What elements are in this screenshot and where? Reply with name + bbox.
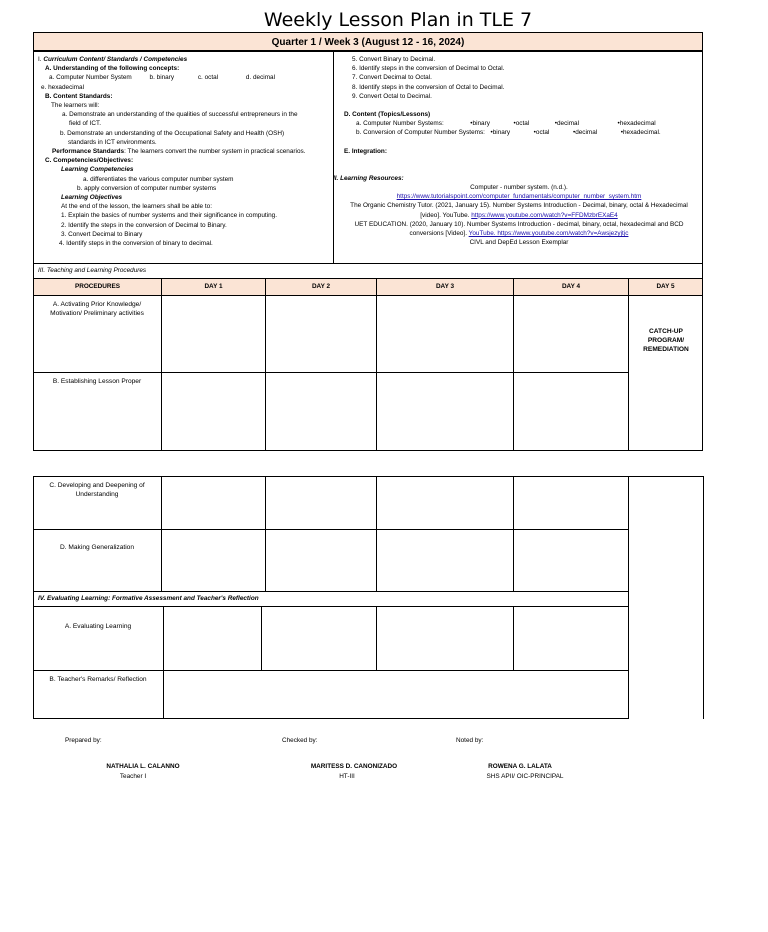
objective-item: 3. Convert Decimal to Binary: [61, 230, 143, 238]
performance-label: Performance Standards: [52, 148, 125, 156]
understanding-heading: A. Understanding of the following concepts:: [45, 65, 180, 73]
resource-1: Computer - number system. (n.d.).: [470, 184, 568, 192]
noted-name: ROWENA G. LALATA: [488, 763, 552, 770]
content-topic-b: b. Conversion of Computer Number Systems: •binary •octal •decimal •hexadecimal.: [356, 129, 661, 137]
document-title: Weekly Lesson Plan in TLE 7: [263, 9, 533, 31]
col-header-day2: DAY 2: [266, 279, 376, 295]
standard-b-line2: standards in ICT environments.: [68, 138, 157, 146]
col-header-day3: DAY 3: [377, 279, 513, 295]
objective-item: 9. Convert Octal to Decimal.: [352, 92, 432, 100]
teacher-remarks-row: B. Teacher's Remarks/ Reflection: [49, 676, 147, 683]
procedure-row-b: B. Establishing Lesson Proper: [52, 378, 142, 385]
checked-by-label: Checked by:: [282, 737, 318, 744]
resource-4: CIVL and DepEd Lesson Exemplar: [469, 239, 569, 247]
content-topics-heading: D. Content (Topics/Lessons): [344, 111, 431, 119]
concept-item: b. binary: [149, 74, 175, 82]
evaluating-heading: IV. Evaluating Learning: Formative Assessment and Teacher's Reflection: [38, 595, 259, 602]
standard-b-line1: b. Demonstrate an understanding of the Occupational Safety and Health (OSH): [60, 129, 285, 137]
resource-1-link[interactable]: https://www.tutorialspoint.com/computer_fundamentals/computer_number_system.htm: [396, 193, 642, 201]
content-standards-heading: B. Content Standards:: [45, 92, 113, 100]
col-header-day5: DAY 5: [629, 279, 702, 295]
noted-by-label: Noted by:: [456, 737, 484, 744]
prepared-role: Teacher I: [119, 773, 147, 780]
curriculum-heading: Curriculum Content/ Standards / Competencies: [43, 56, 188, 63]
objective-item: 4. Identify steps in the conversion of binary to decimal.: [59, 240, 213, 248]
objective-item: 5. Convert Binary to Decimal.: [352, 56, 436, 63]
topic-item: binary: [492, 129, 511, 137]
resource-2: The Organic Chemistry Tutor. (2021, January 15). Number Systems Introduction - Decimal, binary, octal & Hexadecimal: [350, 202, 688, 210]
competencies-heading: C. Competencies/Objectives:: [45, 157, 134, 165]
col-header-day4: DAY 4: [514, 279, 628, 295]
performance-text: : The learners convert the number system in practical scenarios.: [124, 148, 306, 156]
topic-label: b. Conversion of Computer Number Systems:: [356, 129, 485, 137]
concept-list: [38, 73, 330, 82]
topic-label: a. Computer Number Systems:: [356, 120, 444, 128]
content-standards-intro: The learners will:: [51, 102, 100, 110]
objective-item: 7. Convert Decimal to Octal.: [352, 74, 432, 82]
learning-objectives-intro: At the end of the lesson, the learners shall be able to:: [61, 203, 212, 211]
topic-item: octal: [515, 120, 530, 128]
resource-3-source: conversions [Video].: [409, 230, 467, 238]
checked-name: MARITESS D. CANONIZADO: [310, 763, 398, 770]
standard-a-line2: field of ICT.: [69, 120, 101, 128]
col-header-procedures: PROCEDURES: [34, 279, 161, 295]
resource-2-link[interactable]: https://www.youtube.com/watch?v=FFDMzbrEXaE4: [471, 211, 618, 219]
curriculum-left: [38, 55, 330, 248]
objective-item: 6. Identify steps in the conversion of Decimal to Octal.: [352, 65, 505, 73]
concept-item: e. hexadecimal: [41, 83, 84, 91]
quarter-banner: Quarter 1 / Week 3 (August 12 - 16, 2024): [33, 32, 703, 51]
learning-resources-heading: II. Learning Resources:: [333, 174, 404, 182]
topic-item: decimal: [556, 120, 580, 128]
procedure-row-c: C. Developing and Deepening of Understanding: [49, 482, 145, 498]
performance-standards: [38, 147, 330, 156]
standard-a-line1: a. Demonstrate an understanding of the qualities of successful entrepreneurs in the: [62, 111, 298, 119]
procedures-heading: III. Teaching and Learning Procedures: [38, 267, 147, 274]
prepared-by-label: Prepared by:: [65, 737, 102, 744]
objective-item: 2. Identify the steps in the conversion of Decimal to Binary.: [61, 221, 227, 229]
competency-item: b. apply conversion of computer number systems: [77, 184, 217, 192]
content-topic-a: a. Computer Number Systems: •binary •octal •decimal •hexadecimal: [356, 120, 656, 128]
curriculum-divider: [333, 51, 334, 264]
integration-heading: E. Integration:: [344, 147, 387, 155]
checked-role: HT-III: [339, 773, 355, 780]
prepared-name: NATHALIA L. CALANNO: [106, 763, 180, 770]
topic-item: hexadecimal: [619, 120, 656, 128]
concept-item: c. octal: [197, 74, 219, 82]
concept-item: a. Computer Number System: [49, 74, 132, 82]
resource-3: UET EDUCATION. (2020, January 10). Number Systems Introduction - decimal, binary, octal, hexadecimal and BCD: [354, 220, 684, 228]
resource-3-link[interactable]: YouTube. https://www.youtube.com/watch?v=Awsjezyjtjc: [468, 230, 629, 238]
topic-item: decimal: [575, 129, 598, 137]
resource-2-source: [video]. YouTube.: [420, 211, 470, 219]
competency-item: a. differentiates the various computer number system: [83, 175, 234, 183]
evaluating-learning-row: A. Evaluating Learning: [64, 623, 132, 630]
curriculum-right: [333, 55, 701, 247]
procedure-row-a: A. Activating Prior Knowledge/ Motivation/ Preliminary activities: [50, 301, 144, 317]
noted-role: SHS APII/ OIC-PRINCIPAL: [486, 773, 564, 780]
concept-item: d. decimal: [245, 74, 276, 82]
catch-up-program: CATCH-UP PROGRAM/ REMEDIATION: [643, 328, 689, 353]
objective-item: 8. Identify steps in the conversion of Octal to Decimal.: [352, 83, 505, 91]
topic-item: hexadecimal.: [623, 129, 661, 137]
learning-competencies-heading: Learning Competencies: [61, 166, 134, 174]
objective-item: 1. Explain the basics of number systems and their significance in computing.: [61, 212, 277, 220]
section-number: I.: [38, 56, 42, 63]
learning-objectives-heading: Learning Objectives: [61, 194, 123, 202]
col-header-day1: DAY 1: [162, 279, 265, 295]
procedure-row-d: D. Making Generalization: [59, 544, 135, 551]
topic-item: binary: [472, 120, 490, 128]
topic-item: octal: [535, 129, 550, 137]
